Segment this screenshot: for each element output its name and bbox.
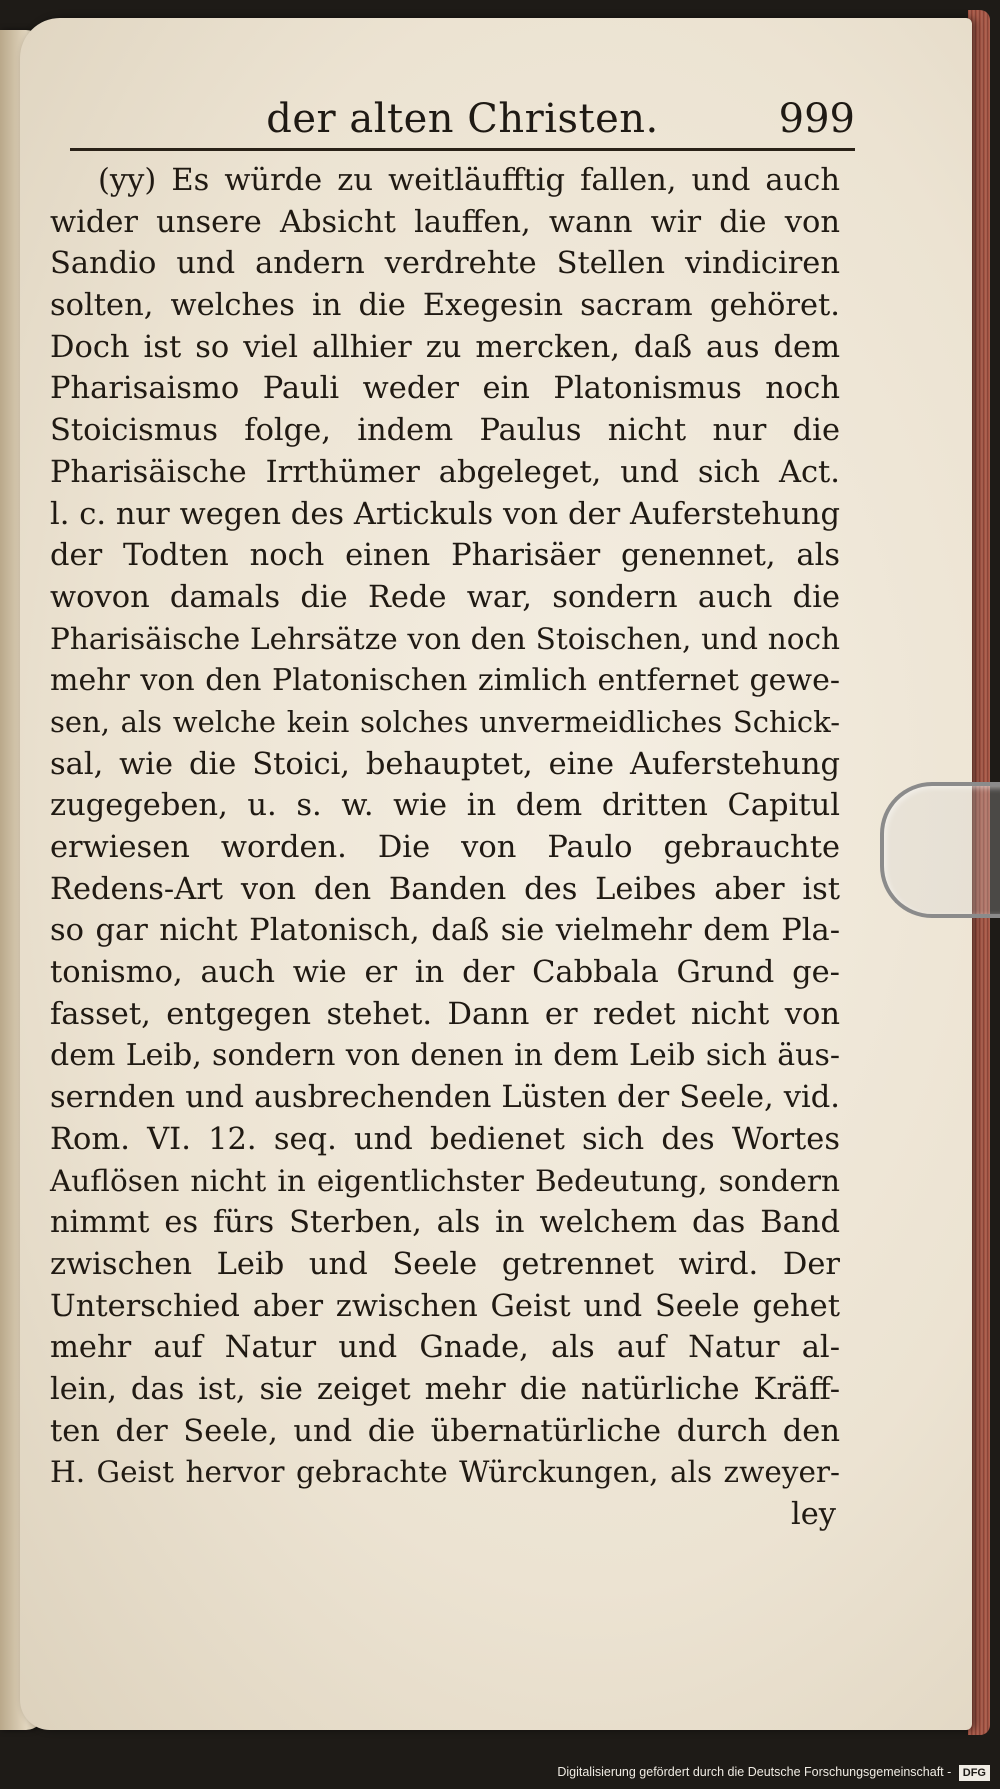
text-line: der Todten noch einen Pharisäer genennet, als: [50, 538, 840, 574]
text-line: Redens-Art von den Banden des Leibes aber ist: [50, 871, 840, 907]
funding-note: Digitalisierung gefördert durch die Deutsche Forschungsgemeinschaft -: [557, 1765, 952, 1779]
text-line: Rom. VI. 12. seq. und bedienet sich des Wortes: [50, 1121, 840, 1157]
text-line: dem Leib, sondern von denen in dem Leib sich äus-: [50, 1038, 840, 1074]
footnote-text: [50, 160, 840, 1536]
text-line: zwischen Leib und Seele getrennet wird. Der: [50, 1246, 840, 1282]
text-line: Pharisäische Irrthümer abgeleget, und sich Act.: [50, 454, 840, 490]
text-line: Doch ist so viel allhier zu mercken, daß aus dem: [50, 329, 840, 365]
text-line: fasset, entgegen stehet. Dann er redet nicht von: [50, 996, 840, 1032]
text-line: so gar nicht Platonisch, daß sie vielmehr dem Pla-: [50, 913, 840, 949]
text-line: l. c. nur wegen des Artickuls von der Auferstehung: [50, 496, 840, 532]
text-line: Sandio und andern verdrehte Stellen vindiciren: [50, 246, 840, 282]
catchword: ley: [790, 1497, 836, 1532]
text-line: solten, welches in die Exegesin sacram gehöret.: [50, 288, 840, 324]
text-line: Pharisäische Lehrsätze von den Stoischen, und noch: [50, 621, 840, 656]
text-line: erwiesen worden. Die von Paulo gebrauchte: [50, 830, 840, 865]
text-line: mehr auf Natur und Gnade, als auf Natur al-: [50, 1330, 840, 1366]
text-line: (yy) Es würde zu weitläufftig fallen, und auch: [98, 163, 840, 198]
text-line: mehr von den Platonischen zimlich entfernet gewe-: [50, 663, 840, 699]
page-header: [70, 92, 855, 151]
dfg-logo: DFG: [959, 1765, 990, 1781]
text-line: zugegeben, u. s. w. wie in dem dritten Capitul: [50, 788, 840, 824]
text-line: Pharisaismo Pauli weder ein Platonismus noch: [50, 371, 840, 407]
text-line: ten der Seele, und die übernatürliche durch den: [50, 1413, 840, 1449]
text-line: Stoicismus folge, indem Paulus nicht nur die: [50, 413, 840, 449]
text-line: Auflösen nicht in eigentlichster Bedeutung, sondern: [50, 1163, 840, 1198]
page-number: 999: [778, 96, 855, 142]
text-line: sal, wie die Stoici, behauptet, eine Auferstehung: [50, 746, 840, 782]
text-line: Unterschied aber zwischen Geist und Seele gehet: [50, 1288, 840, 1324]
text-line: tonismo, auch wie er in der Cabbala Grund ge-: [50, 955, 840, 991]
text-line: wider unsere Absicht lauffen, wann wir die von: [50, 204, 840, 240]
text-line: wovon damals die Rede war, sondern auch die: [50, 579, 840, 615]
funding-banner: [557, 1761, 990, 1783]
text-line: lein, das ist, sie zeiget mehr die natürliche Kräff-: [50, 1371, 840, 1407]
text-line: H. Geist hervor gebrachte Würckungen, als zweyer-: [50, 1455, 840, 1490]
running-head: der alten Christen.: [266, 96, 659, 142]
text-line: nimmt es fürs Sterben, als in welchem das Band: [50, 1205, 840, 1241]
page-clip: [880, 782, 1000, 918]
text-line: sen, als welche kein solches unvermeidliches Schick-: [50, 704, 840, 739]
text-line: sernden und ausbrechenden Lüsten der Seele, vid.: [50, 1080, 840, 1116]
